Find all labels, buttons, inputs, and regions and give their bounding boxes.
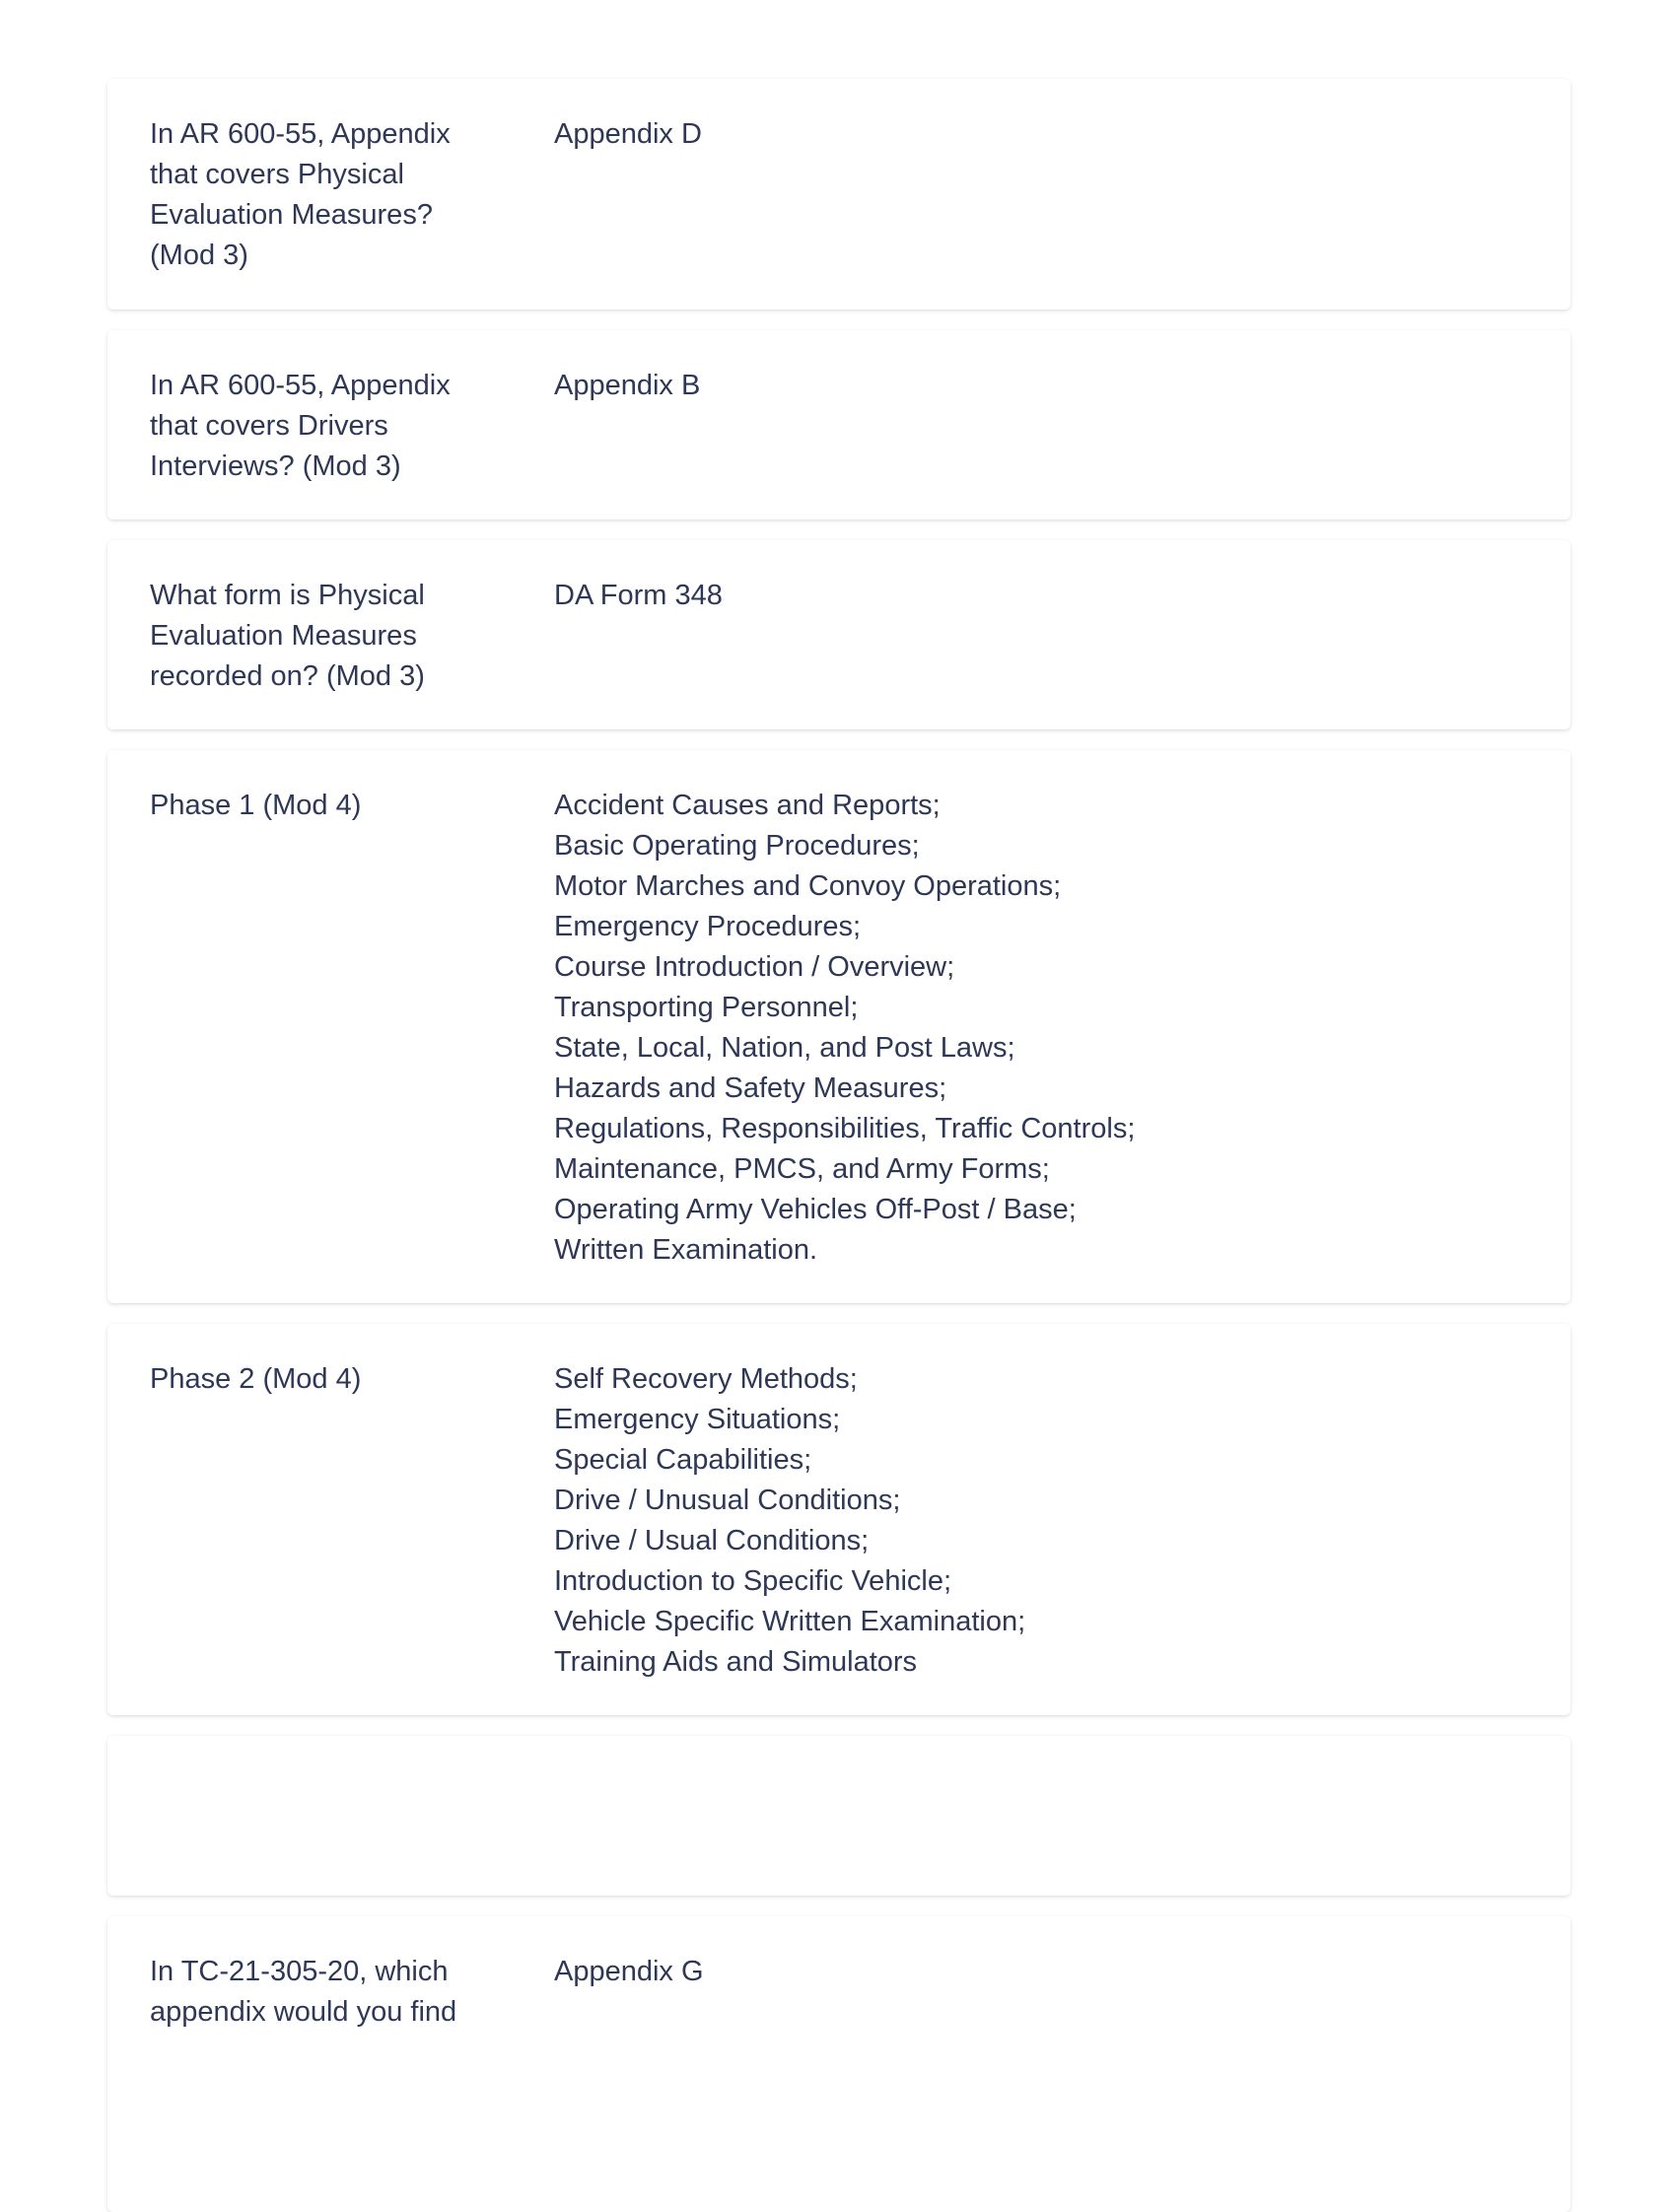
card-definition [554,1359,1530,1683]
definition-line: Accident Causes and Reports; [554,790,941,821]
definition-line: Vehicle Specific Written Examination; [554,1606,1026,1637]
flashcard [107,330,1571,519]
card-definition [554,786,1530,1271]
definition-line: Introduction to Specific Vehicle; [554,1565,952,1597]
card-term: What form is Physical Evaluation Measures recorded on? (Mod 3) [150,580,433,692]
flashcard [107,750,1571,1303]
definition-line: Basic Operating Procedures; [554,830,920,862]
definition-line: Appendix G [554,1956,704,1987]
definition-line: Motor Marches and Convoy Operations; [554,870,1062,902]
flashcard-empty [107,1736,1571,1896]
definition-line: Regulations, Responsibilities, Traffic Controls; [554,1113,1136,1144]
definition-line: Hazards and Safety Measures; [554,1072,947,1104]
definition-line: Appendix D [554,118,702,150]
card-definition [554,114,1530,155]
definition-line: Special Capabilities; [554,1444,812,1476]
definition-line: Appendix B [554,370,701,401]
card-definition [554,366,1530,406]
card-term: Phase 2 (Mod 4) [150,1363,362,1395]
definition-line: Written Examination. [554,1234,818,1266]
flashcard [107,1916,1571,2212]
definition-line: Emergency Procedures; [554,911,862,942]
definition-line: Training Aids and Simulators [554,1646,918,1678]
card-term: In AR 600-55, Appendix that covers Drivers Interviews? (Mod 3) [150,370,458,482]
card-term: In AR 600-55, Appendix that covers Physical Evaluation Measures? (Mod 3) [150,118,458,271]
card-term: In TC-21-305-20, which appendix would you find [150,1956,457,2028]
flashcard [107,1324,1571,1715]
card-definition [554,1952,1530,1992]
flashcard [107,540,1571,729]
card-definition [554,576,1530,616]
definition-line: State, Local, Nation, and Post Laws; [554,1032,1015,1064]
definition-line: Course Introduction / Overview; [554,951,955,983]
definition-line: Drive / Usual Conditions; [554,1525,870,1556]
card-term: Phase 1 (Mod 4) [150,790,362,821]
definition-line: Transporting Personnel; [554,992,859,1023]
definition-line: Maintenance, PMCS, and Army Forms; [554,1153,1050,1185]
definition-line: Drive / Unusual Conditions; [554,1485,901,1516]
flashcard [107,79,1571,310]
definition-line: Operating Army Vehicles Off-Post / Base; [554,1194,1077,1225]
definition-line: Emergency Situations; [554,1404,841,1435]
definition-line: Self Recovery Methods; [554,1363,858,1395]
definition-line: DA Form 348 [554,580,723,611]
